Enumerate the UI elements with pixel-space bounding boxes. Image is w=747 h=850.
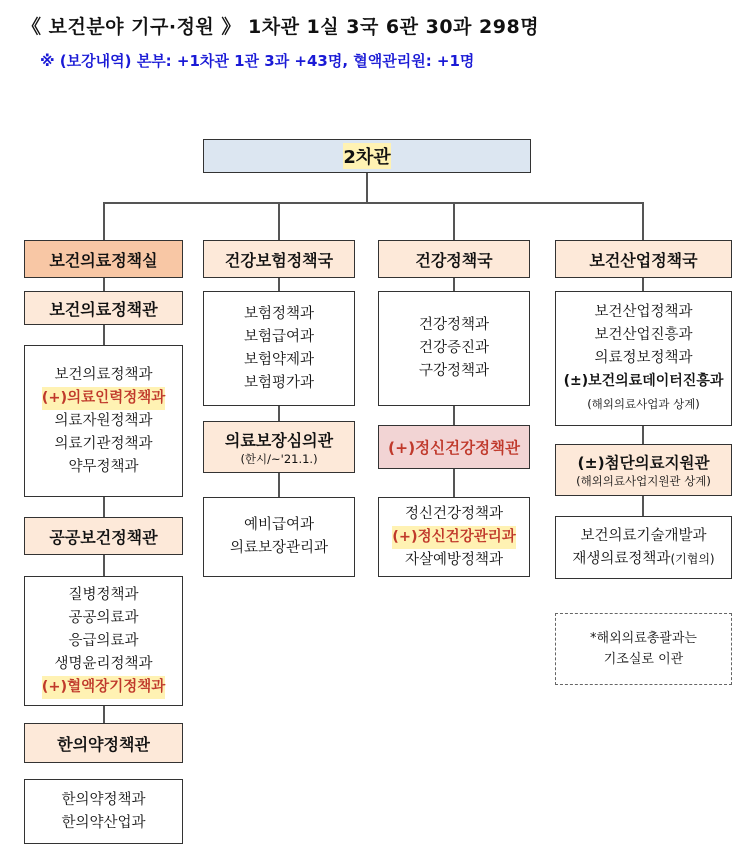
col4-bureau-label: (±)첨단의료지원관 [577,454,710,472]
col4-head [555,240,732,278]
col1-bureau1 [24,291,183,325]
col3-bureau-label: (+)정신건강정책관 [388,439,520,457]
list-item: (±)보건의료데이터진흥과 [563,373,724,389]
page-subtitle: ※ (보강내역) 본부: +1차관 1관 3과 +43명, 혈액관리원: +1명 [40,52,475,70]
list-item: 의료자원정책과 [54,412,153,429]
page-title: 《 보건분야 기구·정원 》 1차관 1실 3국 6관 30과 298명 [22,16,540,38]
list-item-note: (해외의료사업과 상계) [587,397,700,411]
list-item: (+)정신건강관리과 [392,526,515,549]
list-item: 보험급여과 [243,328,315,345]
vice-minister-label: 2차관 [343,143,390,169]
col3-head [378,240,530,278]
col4-list2 [555,516,732,579]
list-item: 자살예방정책과 [404,551,504,568]
list-item: 보건의료기술개발과 [580,527,707,544]
col3-bureau [378,425,530,469]
list-item: 건강증진과 [418,340,490,356]
col2-list2 [203,497,355,577]
list-item: 공공의료과 [68,609,139,626]
col2-bureau-label: 의료보장심의관 [224,430,334,450]
list-item: 의료기관정책과 [54,435,153,452]
connector [278,202,280,240]
list-item: (+)혈액장기정책과 [42,676,165,699]
list-item: 보험평가과 [243,374,315,391]
list-item: 보험약제과 [243,351,315,368]
list-item: 의료정보정책과 [594,350,693,366]
col3-list2 [378,497,530,577]
col1-bureau2 [24,517,183,555]
memo-line: 기조실로 이관 [603,652,684,667]
list-item: 응급의료과 [68,632,139,649]
list-item: 한의약정책과 [61,791,146,808]
memo-box [555,613,732,685]
list-item: 생명윤리정책과 [54,655,153,672]
col1-bureau3-list [24,779,183,844]
col2-list [203,291,355,406]
list-item: 구강정책과 [418,363,490,379]
col4-bureau [555,444,732,496]
col1-bureau2-list [24,576,183,706]
list-item: 약무정책과 [68,458,139,475]
list-item: 한의약산업과 [61,814,146,831]
col4-head-label: 보건산업정책국 [589,250,698,270]
col2-head [203,240,355,278]
connector [366,172,368,202]
list-item: 보험정책과 [243,305,315,322]
col3-head-label: 건강정책국 [415,250,493,270]
col4-list [555,291,732,426]
col1-bureau1-list [24,345,183,497]
list-item: 보건산업진흥과 [594,327,693,343]
col1-bureau2-label: 공공보건정책관 [49,527,158,547]
list-item: 예비급여과 [243,517,315,533]
col1-bureau3 [24,723,183,763]
connector [103,202,643,204]
vice-minister-box [203,139,531,173]
connector [453,202,455,240]
list-item: 의료보장관리과 [229,540,329,556]
col3-list [378,291,530,406]
col2-bureau-note: (한시/~'21.1.) [240,451,318,466]
list-item: 건강정책과 [418,317,490,333]
connector [103,202,105,240]
col1-bureau1-label: 보건의료정책관 [49,299,158,319]
col1-head-label: 보건의료정책실 [49,250,158,270]
list-item: 질병정책과 [68,586,139,603]
list-item: 재생의료정책과(기협의) [572,550,715,567]
col2-head-label: 건강보험정책국 [224,250,334,270]
list-item-note: (기협의) [670,551,715,566]
col1-bureau3-label: 한의약정책관 [57,734,150,754]
list-item: 보건의료정책과 [54,366,153,383]
col1-head [24,240,183,278]
list-item: 정신건강정책과 [404,505,504,522]
connector [642,202,644,240]
col2-bureau [203,421,355,473]
col4-bureau-note: (해외의료사업지원관 상계) [576,474,711,488]
memo-line: *해외의료총괄과는 [590,631,697,646]
list-item: (+)의료인력정책과 [42,387,165,410]
list-item: 보건산업정책과 [594,304,693,320]
